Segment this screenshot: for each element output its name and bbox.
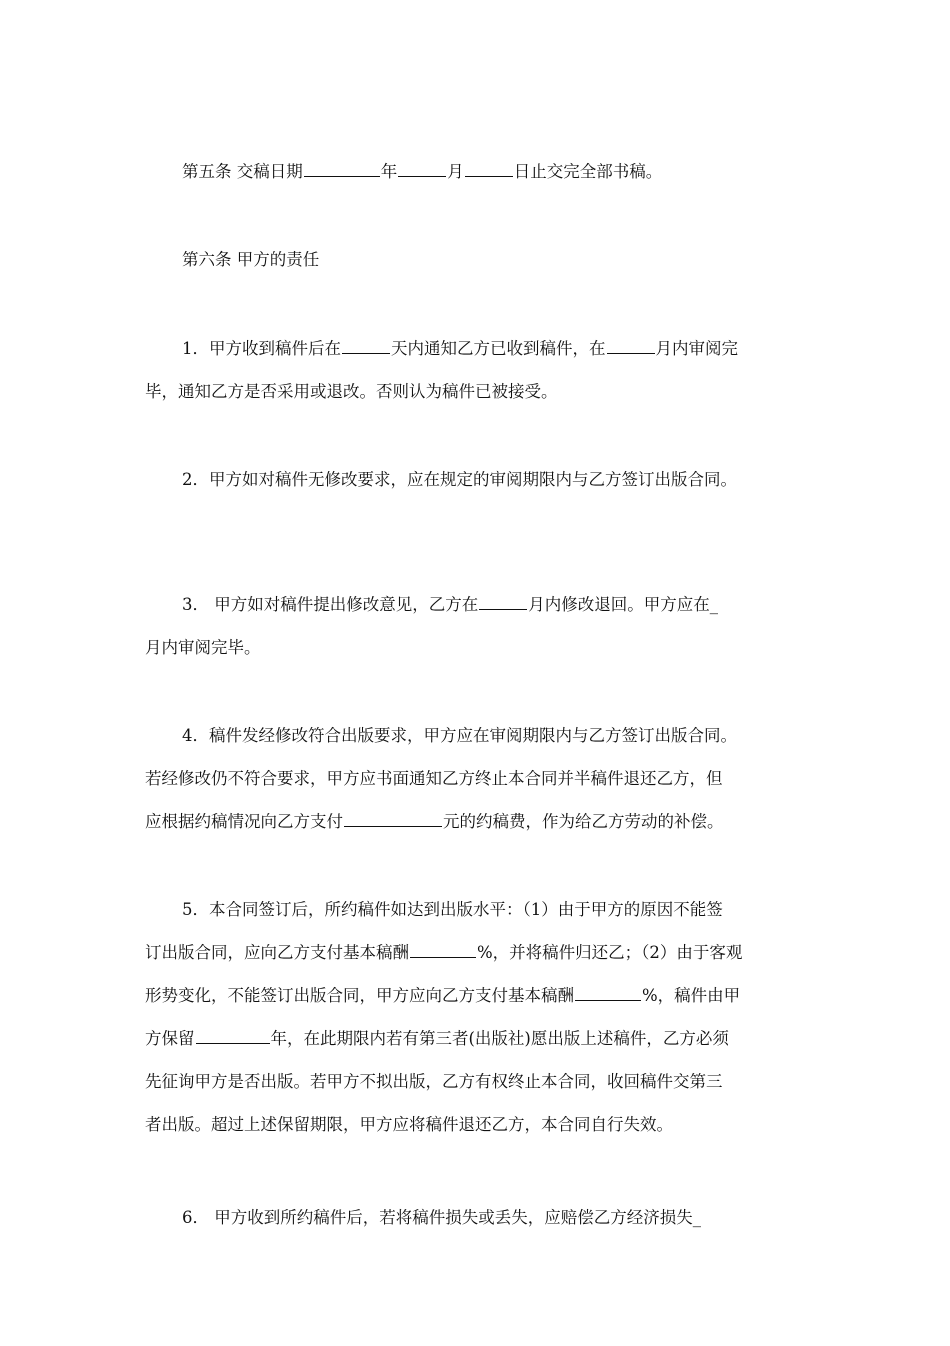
item-3-line-1 <box>145 583 825 626</box>
article-5 <box>145 150 825 193</box>
blank-percent-1 <box>410 956 476 958</box>
item-1-line-1 <box>145 327 825 370</box>
item-5-line-6: 者出版。超过上述保留期限，甲方应将稿件退还乙方，本合同自行失效。 <box>145 1115 673 1134</box>
item-4-line-1: 4．稿件发经修改符合出版要求，甲方应在审阅期限内与乙方签订出版合同。 <box>182 726 737 745</box>
item-5-text-2a: 订出版合同，应向乙方支付基本稿酬 <box>145 943 409 962</box>
item-2 <box>145 458 825 501</box>
item-5-text-4a: 方保留 <box>145 1029 195 1048</box>
blank-days <box>342 352 390 354</box>
item-5-line-3 <box>145 974 825 1017</box>
item-4-line-3 <box>145 800 825 843</box>
item-5-line-2 <box>145 931 825 974</box>
item-5 <box>145 888 825 1146</box>
item-6 <box>145 1196 825 1239</box>
blank-retain-years <box>196 1042 270 1044</box>
item-5-line-1: 5．本合同签订后，所约稿件如达到出版水平：（1）由于甲方的原因不能签 <box>182 900 723 919</box>
item-5-text-3b: %，稿件由甲 <box>642 986 741 1005</box>
blank-percent-2 <box>575 999 641 1001</box>
item-1 <box>145 327 825 413</box>
item-6-line-1: 6． 甲方收到所约稿件后，若将稿件损失或丢失，应赔偿乙方经济损失_ <box>182 1208 701 1227</box>
item-5-text-2b: %，并将稿件归还乙；（2）由于客观 <box>477 943 743 962</box>
blank-revise-months <box>479 608 527 610</box>
article-5-text-a: 交稿日期 <box>236 162 303 181</box>
item-4-line-2: 若经修改仍不符合要求，甲方应书面通知乙方终止本合同并半稿件退还乙方，但 <box>145 769 723 788</box>
blank-month <box>398 175 446 177</box>
blank-fee <box>344 825 442 827</box>
item-5-line-5: 先征询甲方是否出版。若甲方不拟出版，乙方有权终止本合同，收回稿件交第三 <box>145 1072 723 1091</box>
item-3-text-a: 3． 甲方如对稿件提出修改意见，乙方在 <box>182 595 479 614</box>
item-1-line-2: 毕，通知乙方是否采用或退改。否则认为稿件已被接受。 <box>145 382 558 401</box>
item-5-text-3a: 形势变化，不能签订出版合同，甲方应向乙方支付基本稿酬 <box>145 986 574 1005</box>
item-1-text-b: 天内通知乙方已收到稿件，在 <box>391 339 606 358</box>
article-6-line <box>145 238 825 281</box>
article-5-title: 第五条 <box>182 162 232 181</box>
article-6-heading: 甲方的责任 <box>236 250 320 269</box>
item-3 <box>145 583 825 669</box>
item-3-text-b: 月内修改退回。甲方应在_ <box>528 595 718 614</box>
blank-months <box>607 352 655 354</box>
item-1-text-a: 1．甲方收到稿件后在 <box>182 339 341 358</box>
item-4 <box>145 714 825 843</box>
item-5-line-4 <box>145 1017 825 1060</box>
article-5-text-b: 年 <box>380 162 398 181</box>
blank-day <box>465 175 513 177</box>
article-6 <box>145 238 825 281</box>
item-5-text-4b: 年，在此期限内若有第三者(出版社)愿出版上述稿件，乙方必须 <box>270 1029 729 1048</box>
item-4-text-b: 元的约稿费，作为给乙方劳动的补偿。 <box>443 812 724 831</box>
item-1-text-c: 月内审阅完 <box>655 339 738 358</box>
blank-year <box>304 175 380 177</box>
item-2-line-1: 2．甲方如对稿件无修改要求，应在规定的审阅期限内与乙方签订出版合同。 <box>182 470 737 489</box>
item-3-line-2: 月内审阅完毕。 <box>145 638 261 657</box>
article-6-title: 第六条 <box>182 250 232 269</box>
article-5-text-c: 月 <box>447 162 464 181</box>
article-5-line <box>145 150 825 193</box>
article-5-text-d: 日止交完全部书稿。 <box>513 162 663 181</box>
item-4-text-a: 应根据约稿情况向乙方支付 <box>145 812 343 831</box>
